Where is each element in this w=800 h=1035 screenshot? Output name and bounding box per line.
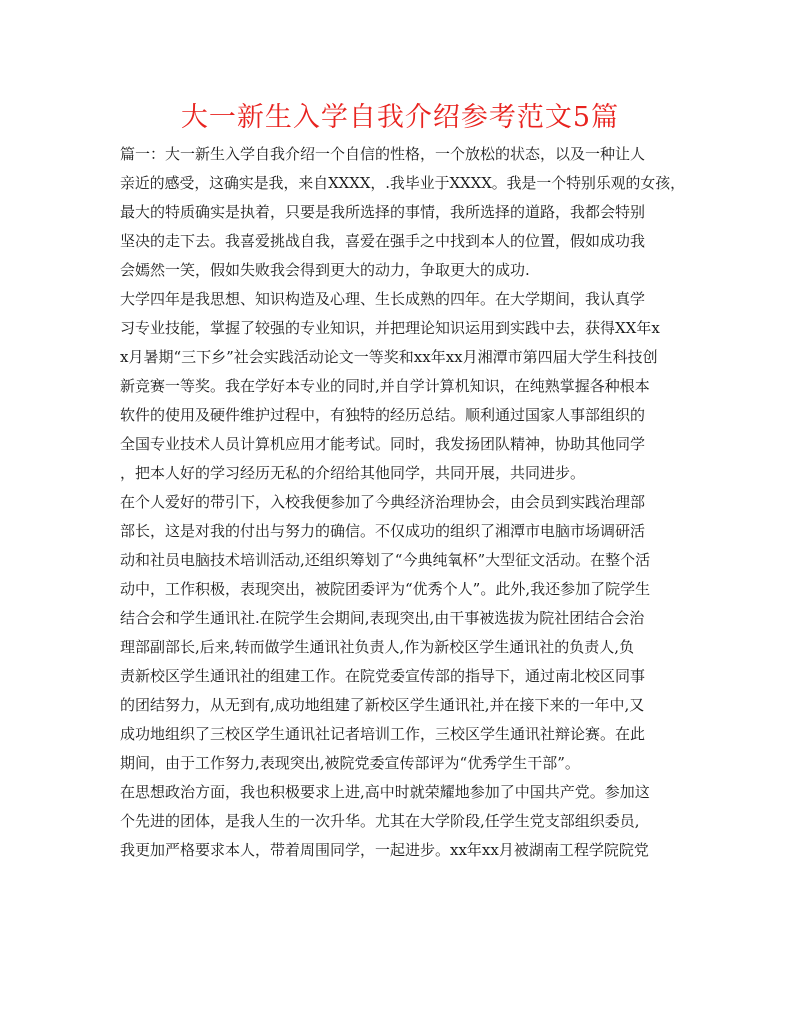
body-line: 亲近的感受，这确实是我，来自XXXX，.我毕业于XXXX。我是一个特别乐观的女孩， bbox=[120, 174, 685, 192]
body-line: 最大的特质确实是执着，只要是我所选择的事情，我所选择的道路，我都会特别 bbox=[120, 203, 646, 221]
body-line: 软件的使用及硬件维护过程中，有独特的经历总结。顺利通过国家人事部组织的 bbox=[120, 406, 646, 424]
document-body bbox=[120, 140, 685, 865]
body-line: 动中，工作积极，表现突出，被院团委评为“优秀个人”。此外,我还参加了院学生 bbox=[120, 580, 651, 598]
body-line: 习专业技能，掌握了较强的专业知识，并把理论知识运用到实践中去，获得XX年x bbox=[120, 319, 660, 337]
body-line: 部长，这是对我的付出与努力的确信。不仅成功的组织了湘潭市电脑市场调研活 bbox=[120, 522, 646, 540]
body-line: 个先进的团体，是我人生的一次升华。尤其在大学阶段,任学生党支部组织委员, bbox=[120, 812, 640, 830]
body-line: 全国专业技术人员计算机应用才能考试。同时，我发扬团队精神，协助其他同学 bbox=[120, 435, 646, 453]
body-line: 新竞赛一等奖。我在学好本专业的同时,并自学计算机知识，在纯熟掌握各种根本 bbox=[120, 377, 650, 395]
body-line: 的团结努力，从无到有,成功地组建了新校区学生通讯社,并在接下来的一年中,又 bbox=[120, 696, 645, 714]
document-title: 大一新生入学自我介绍参考范文5篇 bbox=[180, 102, 620, 133]
body-line: 会嫣然一笑，假如失败我会得到更大的动力，争取更大的成功. bbox=[120, 261, 530, 279]
body-line: 结合会和学生通讯社.在院学生会期间,表现突出,由干事被选拔为院社团结合会治 bbox=[120, 609, 645, 627]
body-line: 在思想政治方面，我也积极要求上进,高中时就荣耀地参加了中国共产党。参加这 bbox=[120, 783, 650, 801]
body-line: 动和社员电脑技术培训活动,还组织筹划了“今典纯氧杯”大型征文活动。在整个活 bbox=[120, 551, 651, 569]
body-line: 成功地组织了三校区学生通讯社记者培训工作，三校区学生通讯社辩论赛。在此 bbox=[120, 725, 646, 743]
body-line: 责新校区学生通讯社的组建工作。在院党委宣传部的指导下，通过南北校区同事 bbox=[120, 667, 646, 685]
body-line: 理部副部长,后来,转而做学生通讯社负责人,作为新校区学生通讯社的负责人,负 bbox=[120, 638, 635, 656]
body-line: 我更加严格要求本人，带着周围同学，一起进步。xx年xx月被湖南工程学院院党 bbox=[120, 841, 649, 859]
body-line: 大学四年是我思想、知识构造及心理、生长成熟的四年。在大学期间，我认真学 bbox=[120, 290, 646, 308]
body-line: x月暑期“三下乡”社会实践活动论文一等奖和xx年xx月湘潭市第四届大学生科技创 bbox=[120, 348, 658, 366]
body-line: 坚决的走下去。我喜爱挑战自我，喜爱在强手之中找到本人的位置，假如成功我 bbox=[120, 232, 646, 250]
body-line: 在个人爱好的带引下，入校我便参加了今典经济治理协会，由会员到实践治理部 bbox=[120, 493, 646, 511]
body-line: ，把本人好的学习经历无私的介绍给其他同学，共同开展，共同进步。 bbox=[120, 464, 586, 482]
body-line: 篇一：大一新生入学自我介绍一个自信的性格，一个放松的状态，以及一种让人 bbox=[120, 145, 646, 163]
body-line: 期间，由于工作努力,表现突出,被院党委宣传部评为“优秀学生干部”。 bbox=[120, 754, 580, 772]
